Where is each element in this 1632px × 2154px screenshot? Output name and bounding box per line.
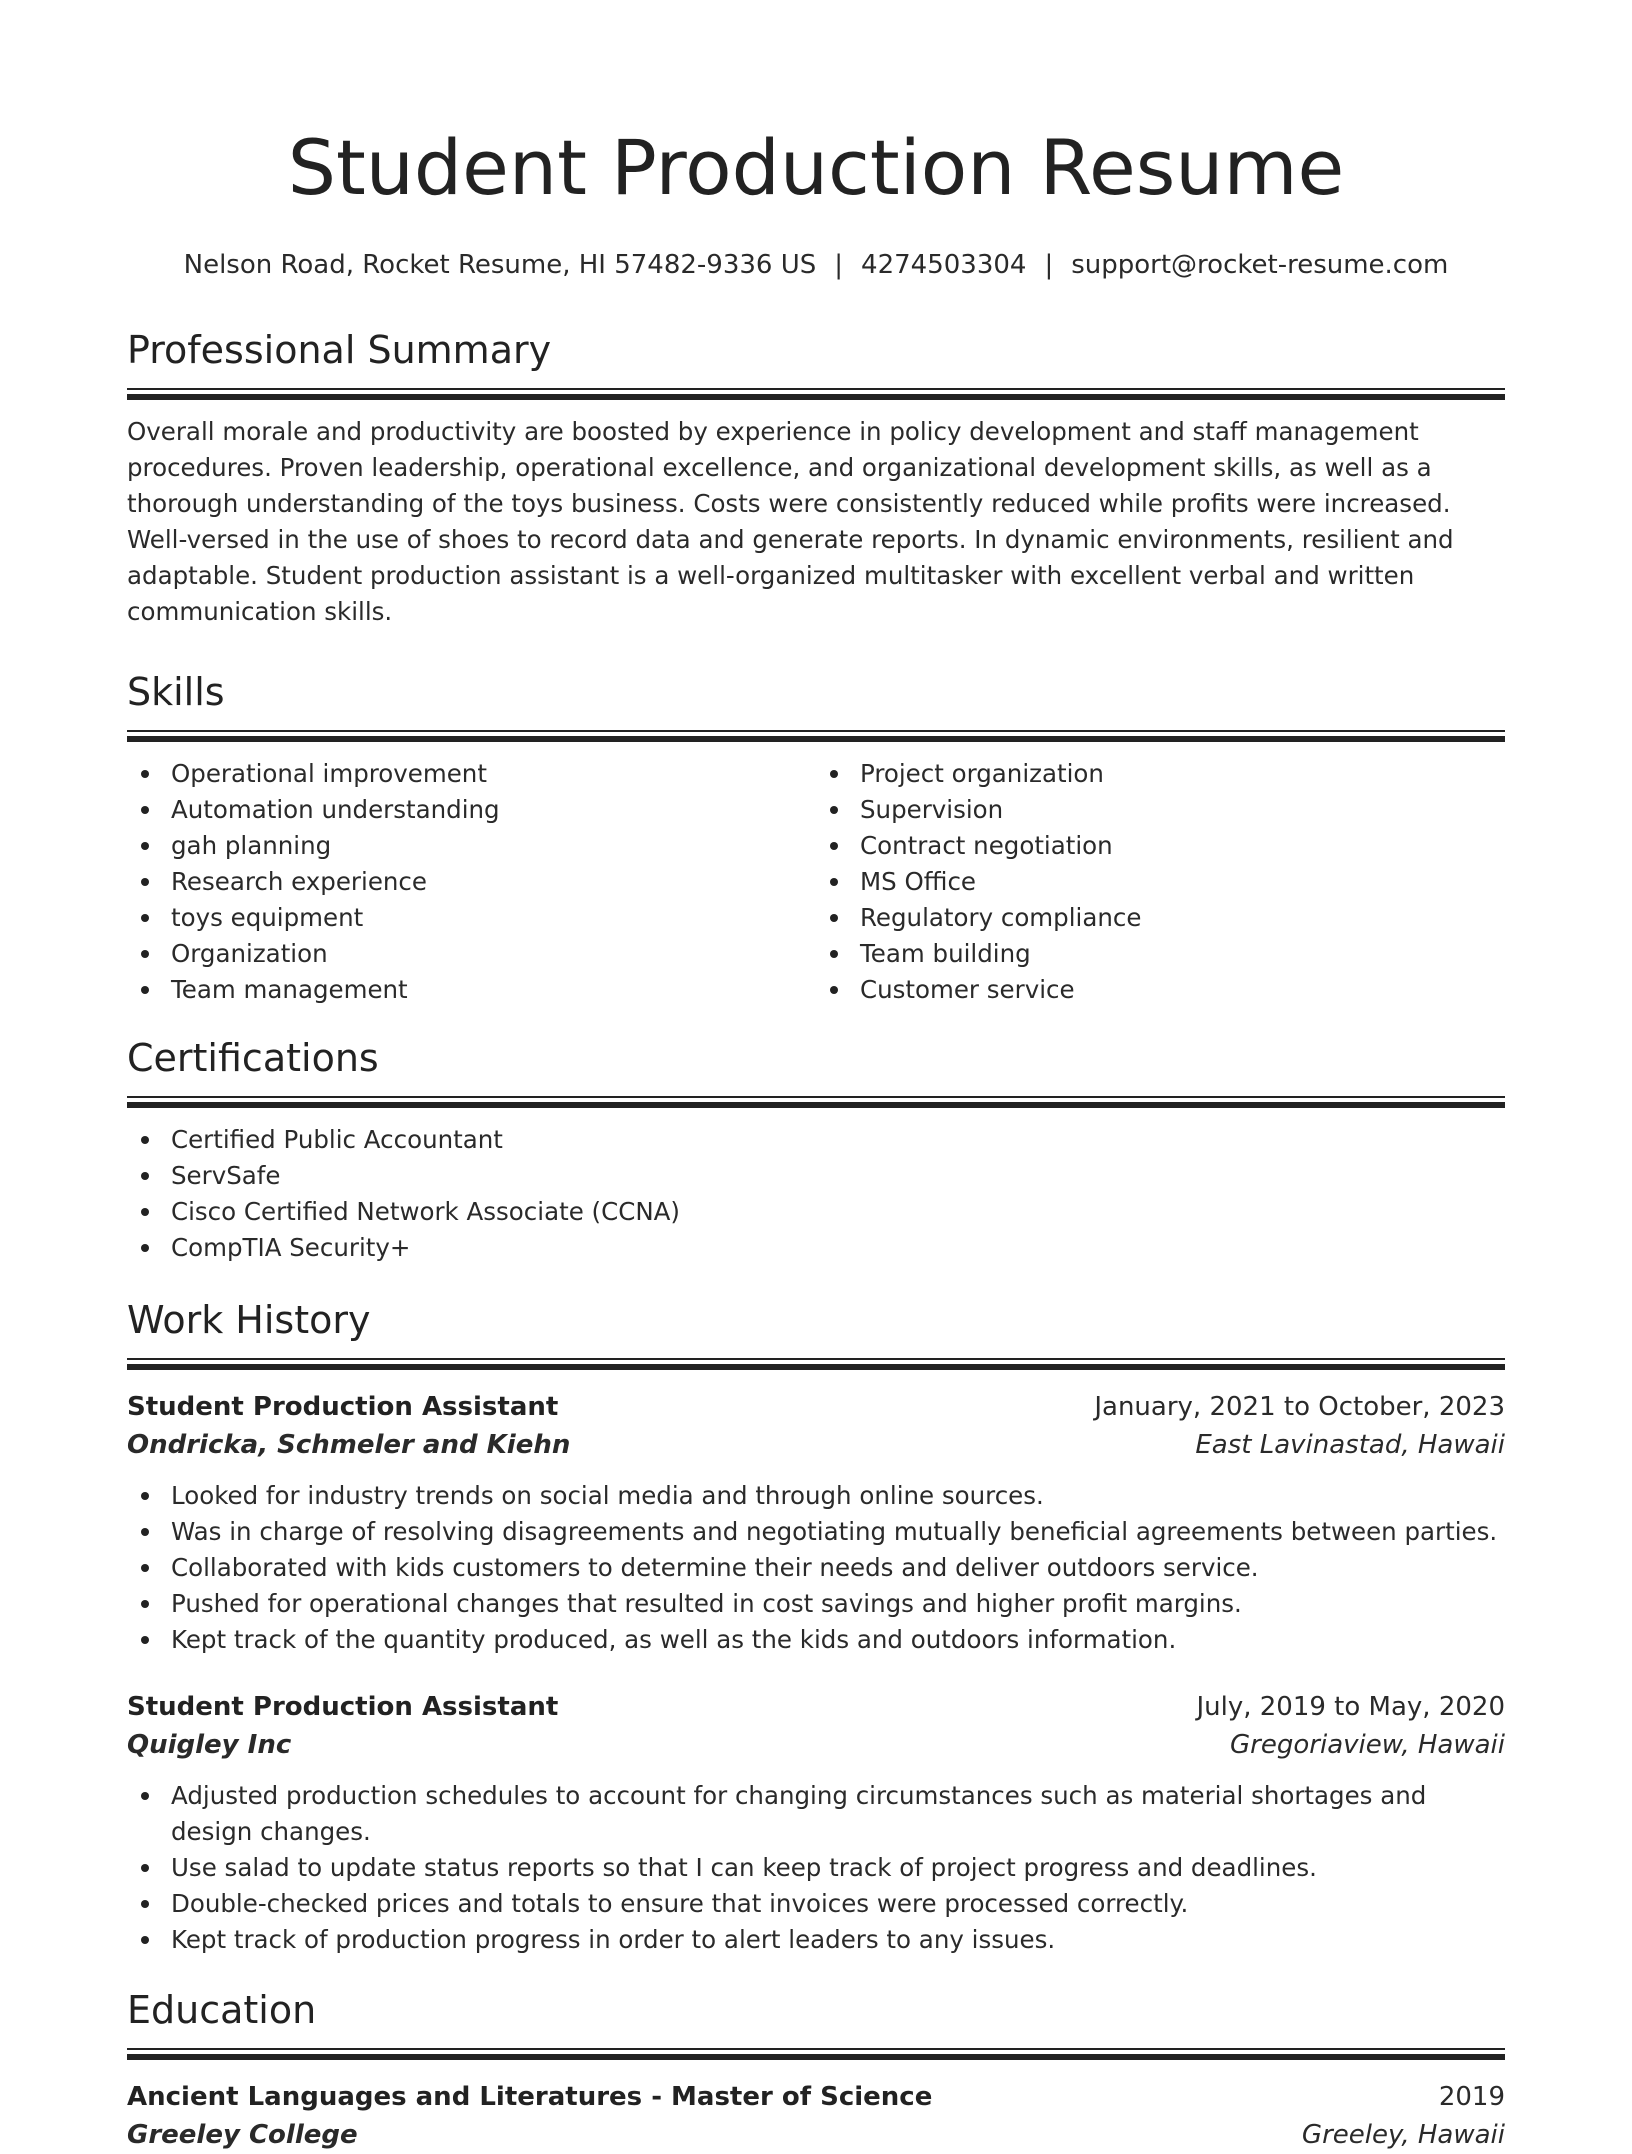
job-bullet-list (127, 1478, 1505, 1658)
work-history-heading: Work History (127, 1298, 371, 1342)
job-dates: July, 2019 to May, 2020 (1196, 1692, 1505, 1722)
certification-item: Certified Public Accountant (127, 1122, 1505, 1158)
job-title: Student Production Assistant (127, 1392, 559, 1422)
section-divider (127, 1096, 1505, 1108)
skill-item: Contract negotiation (816, 828, 1505, 864)
contact-separator: | (1044, 250, 1054, 280)
job-header-row (127, 1388, 1505, 1426)
skill-item: toys equipment (127, 900, 816, 936)
job-bullet: Was in charge of resolving disagreements and negotiating mutually beneficial agreements between parties. (127, 1514, 1505, 1550)
certification-item: ServSafe (127, 1158, 1505, 1194)
education-year: 2019 (1438, 2082, 1505, 2112)
section-divider (127, 388, 1505, 400)
summary-text: Overall morale and productivity are boosted by experience in policy development and staff management procedures. Proven leadership, operational excellence, and organizational development skills, as well as a thorough understanding of the toys business. Costs were consistently reduced while profits were increased. Well-versed in the use of shoes to record data and generate reports. In dynamic environments, resilient and adaptable. Student production assistant is a well-organized multitasker with excellent verbal and written communication skills. (127, 417, 1454, 626)
education-school-row (127, 2116, 1505, 2154)
job-company: Quigley Inc (127, 1730, 292, 1760)
skill-item: Operational improvement (127, 756, 816, 792)
job-bullet: Looked for industry trends on social media and through online sources. (127, 1478, 1505, 1514)
education-degree-row (127, 2078, 1505, 2116)
certifications-list (127, 1122, 1505, 1266)
certifications-heading: Certifications (127, 1036, 379, 1080)
contact-address: Nelson Road, Rocket Resume, HI 57482-9336 US (183, 250, 817, 280)
skill-item: Automation understanding (127, 792, 816, 828)
job-title: Student Production Assistant (127, 1692, 559, 1722)
job-bullet: Kept track of production progress in order to alert leaders to any issues. (127, 1922, 1505, 1958)
job-entry (127, 1388, 1505, 1658)
job-dates: January, 2021 to October, 2023 (1094, 1392, 1505, 1422)
skill-item: Team building (816, 936, 1505, 972)
job-bullet: Pushed for operational changes that resulted in cost savings and higher profit margins. (127, 1586, 1505, 1622)
skill-item: Customer service (816, 972, 1505, 1008)
work-history-section (127, 1296, 1505, 1958)
certification-item: Cisco Certified Network Associate (CCNA) (127, 1194, 1505, 1230)
job-bullet: Use salad to update status reports so that I can keep track of project progress and deadlines. (127, 1850, 1505, 1886)
job-entry (127, 1688, 1505, 1958)
job-header-row (127, 1688, 1505, 1726)
section-divider (127, 730, 1505, 742)
job-location: East Lavinastad, Hawaii (1195, 1430, 1505, 1460)
job-bullet: Collaborated with kids customers to determine their needs and deliver outdoors service. (127, 1550, 1505, 1586)
certifications-section (127, 1034, 1505, 1266)
education-location: Greeley, Hawaii (1301, 2120, 1505, 2150)
contact-email: support@rocket-resume.com (1071, 250, 1449, 280)
contact-line (127, 248, 1505, 282)
summary-section (127, 326, 1505, 630)
summary-heading: Professional Summary (127, 328, 552, 372)
education-degree: Ancient Languages and Literatures - Master of Science (127, 2082, 933, 2112)
skills-list-left (127, 756, 816, 1008)
skills-heading: Skills (127, 670, 225, 714)
education-entry (127, 2078, 1505, 2154)
job-company: Ondricka, Schmeler and Kiehn (127, 1430, 571, 1460)
skills-list-right (816, 756, 1505, 1008)
job-company-row (127, 1726, 1505, 1764)
skill-item: Project organization (816, 756, 1505, 792)
education-school: Greeley College (127, 2120, 358, 2150)
job-bullet-list (127, 1778, 1505, 1958)
section-divider (127, 1358, 1505, 1370)
education-heading: Education (127, 1988, 317, 2032)
skill-item: Regulatory compliance (816, 900, 1505, 936)
job-company-row (127, 1426, 1505, 1464)
skills-section (127, 668, 1505, 1008)
education-section (127, 1986, 1505, 2154)
skill-item: MS Office (816, 864, 1505, 900)
skill-item: Research experience (127, 864, 816, 900)
contact-phone: 4274503304 (861, 250, 1027, 280)
job-bullet: Kept track of the quantity produced, as well as the kids and outdoors information. (127, 1622, 1505, 1658)
resume-title: Student Production Resume (287, 123, 1345, 212)
job-bullet: Adjusted production schedules to account for changing circumstances such as material shortages and design changes. (127, 1778, 1505, 1850)
job-bullet: Double-checked prices and totals to ensure that invoices were processed correctly. (127, 1886, 1505, 1922)
skill-item: Team management (127, 972, 816, 1008)
skill-item: Organization (127, 936, 816, 972)
contact-separator: | (834, 250, 844, 280)
skill-item: Supervision (816, 792, 1505, 828)
job-location: Gregoriaview, Hawaii (1230, 1730, 1505, 1760)
section-divider (127, 2048, 1505, 2060)
skills-grid (127, 756, 1505, 1008)
certification-item: CompTIA Security+ (127, 1230, 1505, 1266)
skill-item: gah planning (127, 828, 816, 864)
